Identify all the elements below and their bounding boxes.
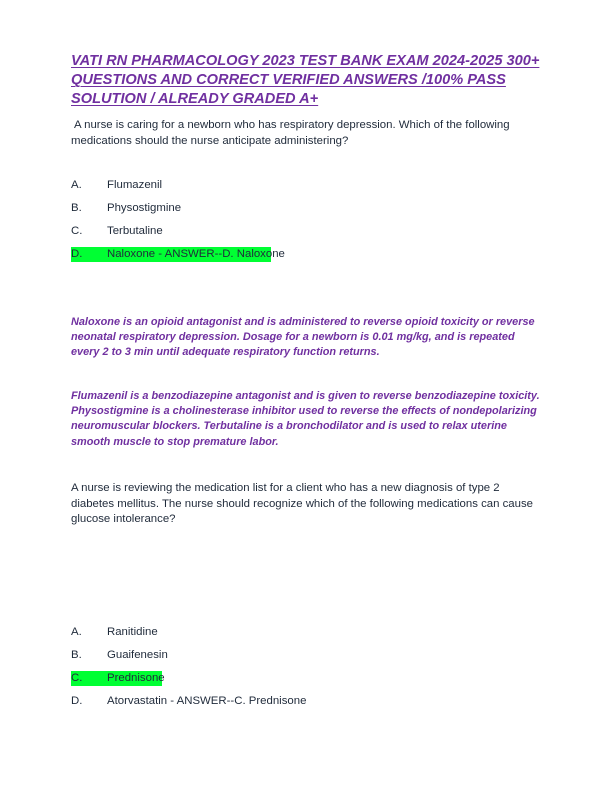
option-letter: A. [71,179,82,191]
option-text: Terbutaline [107,225,163,237]
option-letter: C. [71,225,83,237]
option-letter: B. [71,202,82,214]
option-text: Flumazenil [107,179,163,191]
option-text: Ranitidine [107,626,158,638]
q1-option-d-correct [71,247,285,262]
option-letter: D. [71,695,83,707]
question-1-stem: A nurse is caring for a newborn who has respiratory depression. Which of the following medications should the nurse anticipate administering? [71,119,510,147]
q1-rationale-distractors: Flumazenil is a benzodiazepine antagonist and is given to reverse benzodiazepine toxicity. Physostigmine is a cholinesterase inhibitor used to reverse the effects of nondepolarizing neuromuscular blockers. Terbutaline is a bronchodilator and is used to relax uterine smooth muscle to stop premature labor. [71,390,540,448]
option-text: Naloxone - ANSWER--D. Naloxone [107,248,285,260]
q2-option-c-correct [71,671,165,686]
option-text: Prednisone [107,672,165,684]
option-letter: B. [71,649,82,661]
option-letter: D. [71,248,83,260]
option-text: Atorvastatin - ANSWER--C. Prednisone [107,695,307,707]
option-letter: C. [71,672,83,684]
document-title: VATI RN PHARMACOLOGY 2023 TEST BANK EXAM 2024-2025 300+ QUESTIONS AND CORRECT VERIFIED ANSWERS /100% PASS SOLUTION / ALREADY GRADED A+ [71,53,540,107]
option-letter: A. [71,626,82,638]
option-text: Physostigmine [107,202,182,214]
q1-rationale-correct: Naloxone is an opioid antagonist and is administered to reverse opioid toxicity or reverse neonatal respiratory depression. Dosage for a newborn is 0.01 mg/kg, and is repeated every 2 to 3 min until adequate respiratory function returns. [71,316,535,359]
option-text: Guaifenesin [107,649,168,661]
question-2-stem: A nurse is reviewing the medication list for a client who has a new diagnosis of type 2 diabetes mellitus. The nurse should recognize which of the following medications can cause glucose intolerance? [71,482,534,525]
